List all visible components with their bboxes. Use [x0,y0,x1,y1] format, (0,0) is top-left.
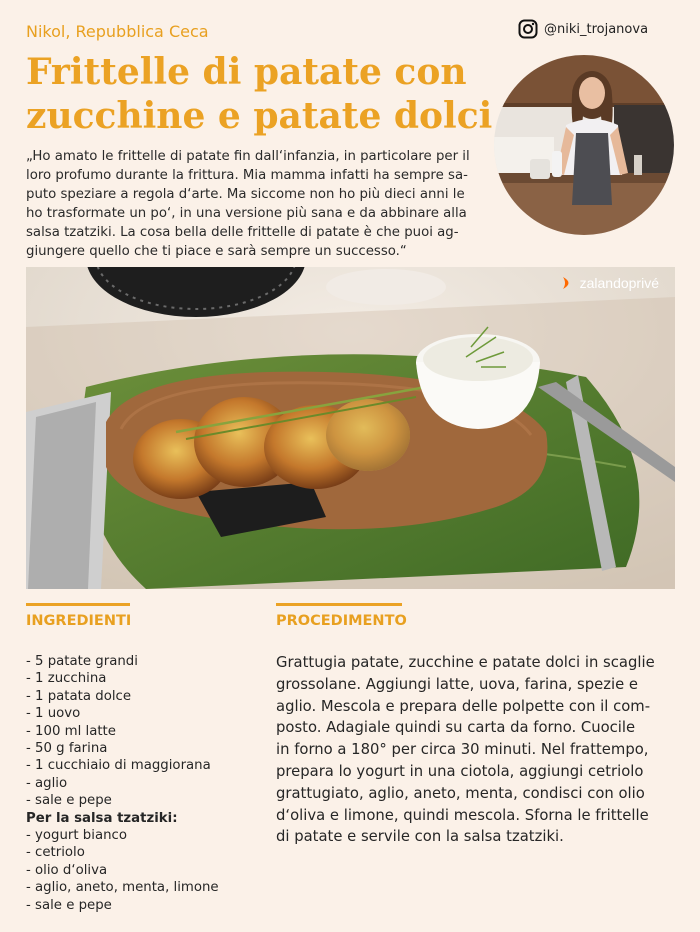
zalando-logo-icon [561,276,575,290]
procedure-line: d‘oliva e limone, quindi mescola. Sforna le frittelle [276,806,649,824]
hero-photo [26,267,675,589]
ingredients-block [26,653,219,914]
ingredient-list [26,653,219,810]
recipe-title [26,50,506,138]
quote-line: loro profumo durante la frittura. Mia mamma infatti ha sempre sa- [26,168,468,183]
quote-line: „Ho amato le frittelle di patate fin dall‘infanzia, in particolare per il [26,149,470,164]
procedure-line: di patate e servile con la salsa tzatziki. [276,828,564,846]
ingredients-rule [26,603,130,606]
sauce-ingredient-item: - aglio, aneto, menta, limone [26,880,219,896]
ingredient-item: - 1 zucchina [26,671,107,687]
procedure-line: aglio. Mescola e prepara delle polpette con il com- [276,697,651,715]
author-quote [26,147,476,261]
procedure-rule [276,603,402,606]
author-location: Nikol, Repubblica Ceca [26,22,209,41]
brand-name: zalandoprivé [579,275,659,291]
quote-line: salsa tzatziki. La cosa bella delle frittelle di patate è che puoi ag- [26,225,459,240]
sauce-ingredient-item: - olio d‘oliva [26,862,108,878]
procedure-line: prepara lo yogurt in una ciotola, aggiungi cetriolo [276,762,644,780]
ingredient-item: - aglio [26,775,68,791]
procedure-text [276,652,676,848]
ingredient-item: - sale e pepe [26,793,112,809]
ingredient-item: - 1 uovo [26,706,81,722]
instagram-link[interactable] [518,19,648,39]
ingredient-item: - 100 ml latte [26,723,116,739]
title-line: Frittelle di patate con [26,51,467,93]
ingredients-heading: INGREDIENTI [26,613,132,629]
title-line: zucchine e patate dolci [26,95,493,137]
procedure-line: Grattugia patate, zucchine e patate dolci in scaglie [276,654,655,671]
sauce-ingredient-item: - sale e pepe [26,897,112,913]
quote-line: giungere quello che ti piace e sarà sempre un successo.“ [26,244,407,259]
brand-logo [561,275,659,291]
quote-line: ho trasformate un po‘, in una versione più sana e da abbinare alla [26,206,467,221]
procedure-line: posto. Adagiale quindi su carta da forno. Cuocile [276,719,636,737]
ingredient-item: - 50 g farina [26,741,108,757]
author-photo [494,55,674,235]
procedure-line: in forno a 180° per circa 30 minuti. Nel frattempo, [276,741,649,759]
sauce-ingredient-item: - yogurt bianco [26,828,127,844]
sauce-heading: Per la salsa tzatziki: [26,810,178,826]
instagram-handle: @niki_trojanova [544,21,649,37]
ingredient-item: - 1 patata dolce [26,688,132,704]
procedure-heading: PROCEDIMENTO [276,613,407,629]
instagram-icon [518,19,538,39]
procedure-line: grattugiato, aglio, aneto, menta, condisci con olio [276,784,645,802]
ingredient-item: - 5 patate grandi [26,654,138,669]
ingredient-item: - 1 cucchiaio di maggiorana [26,758,211,774]
sauce-ingredient-list [26,827,219,914]
quote-line: puto speziare a regola d‘arte. Ma siccome non ho più dieci anni le [26,187,465,202]
procedure-line: grossolane. Aggiungi latte, uova, farina, spezie e [276,675,638,693]
sauce-ingredient-item: - cetriolo [26,845,85,861]
